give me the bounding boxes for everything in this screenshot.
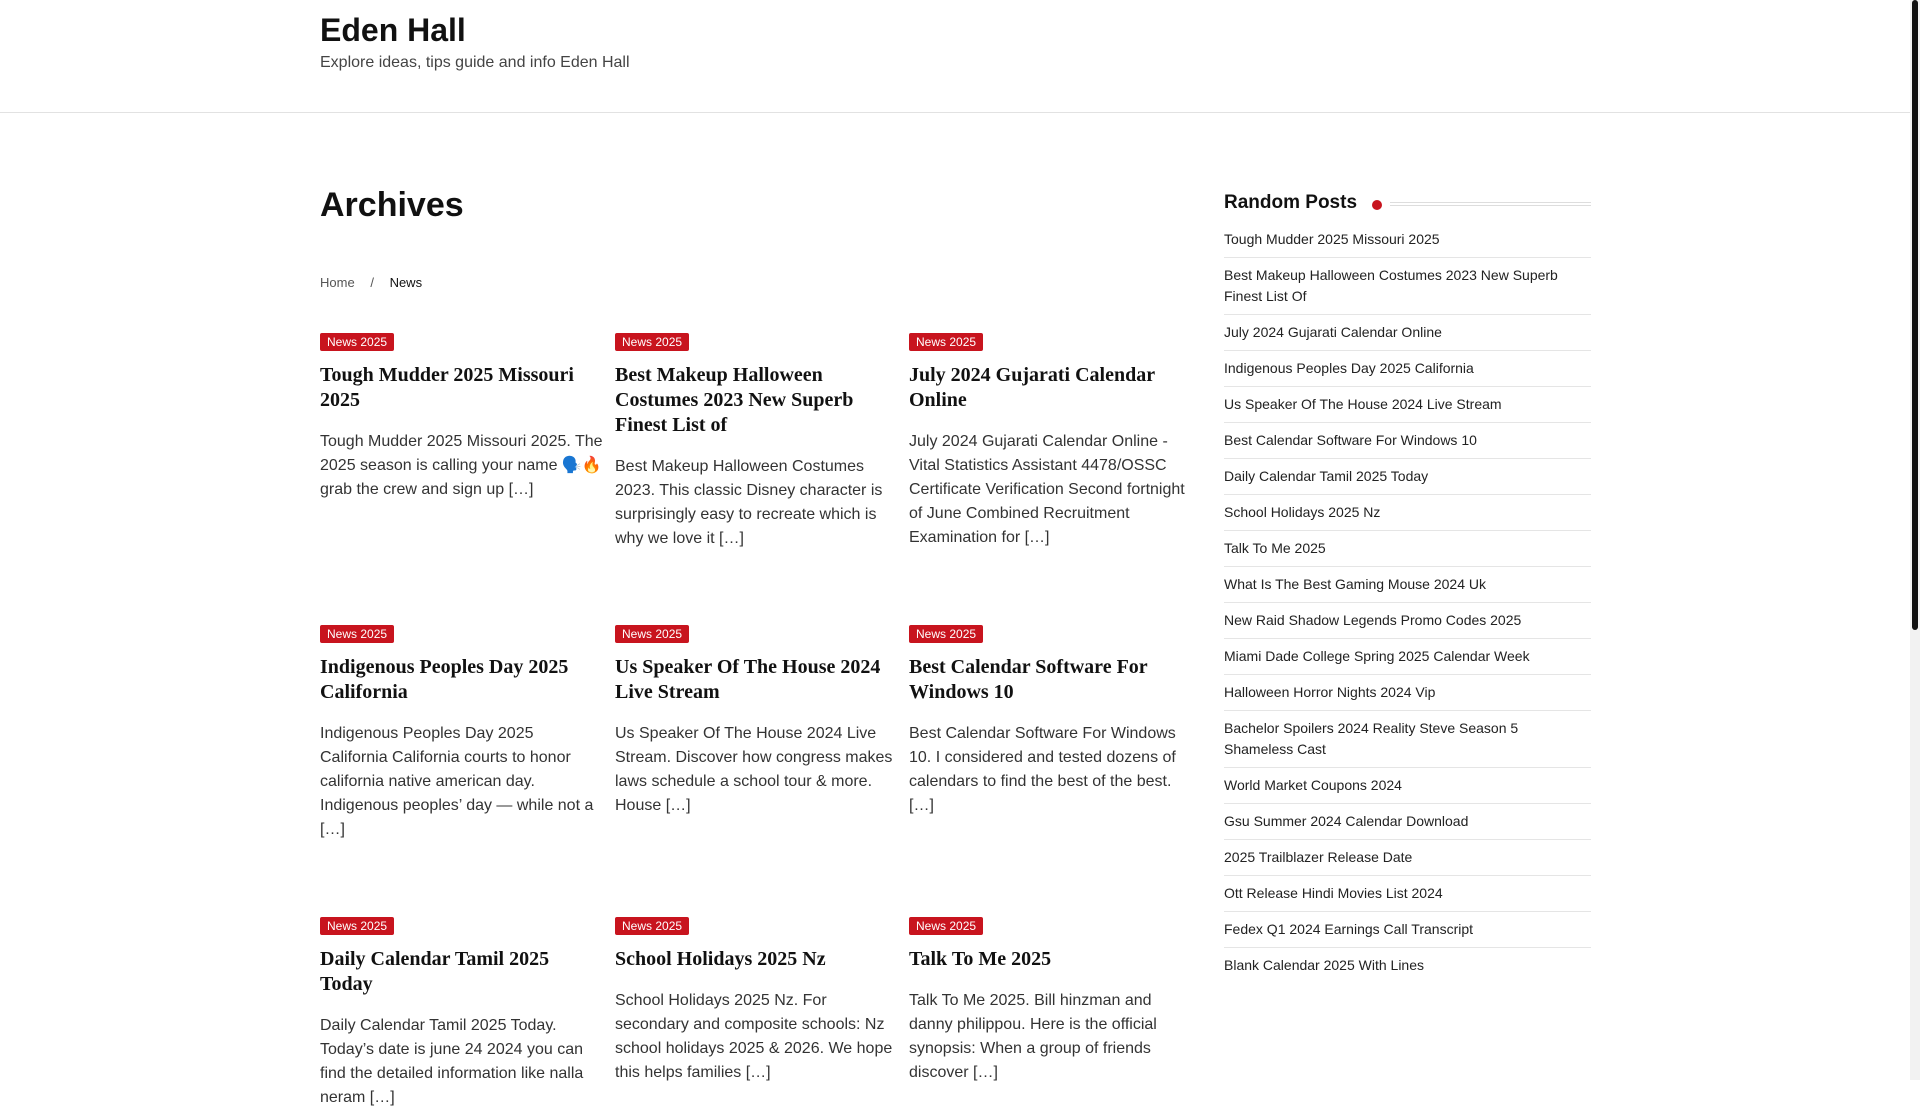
random-post-link[interactable]: Ott Release Hindi Movies List 2024: [1224, 876, 1591, 912]
post-title[interactable]: Daily Calendar Tamil 2025 Today: [320, 948, 550, 995]
post-excerpt: Best Calendar Software For Windows 10. I considered and tested dozens of calendars to find the best of the best. […]: [909, 725, 1176, 814]
post-excerpt: Us Speaker Of The House 2024 Live Stream. Discover how congress makes laws schedule a school tour & more. House […]: [615, 725, 893, 814]
post-title[interactable]: Talk To Me 2025: [909, 948, 1052, 970]
category-badge[interactable]: News 2025: [615, 333, 689, 351]
post-card: [320, 917, 604, 1110]
breadcrumb-home-link[interactable]: Home: [320, 275, 355, 290]
random-post-link[interactable]: July 2024 Gujarati Calendar Online: [1224, 315, 1591, 351]
post-title[interactable]: Best Makeup Halloween Costumes 2023 New Superb Finest List of: [615, 364, 854, 436]
random-post-link[interactable]: 2025 Trailblazer Release Date: [1224, 840, 1591, 876]
random-posts-list: [1224, 222, 1591, 983]
random-post-link[interactable]: Tough Mudder 2025 Missouri 2025: [1224, 222, 1591, 258]
widget-header: [1224, 190, 1591, 218]
random-post-link[interactable]: Daily Calendar Tamil 2025 Today: [1224, 459, 1591, 495]
post-excerpt: Tough Mudder 2025 Missouri 2025. The 2025 season is calling your name 🗣️🔥 grab the crew and sign up […]: [320, 433, 603, 498]
post-excerpt: Best Makeup Halloween Costumes 2023. This classic Disney character is surprisingly easy to recreate which is why we love it […]: [615, 458, 883, 547]
site-header: [0, 0, 1910, 113]
random-post-link[interactable]: Us Speaker Of The House 2024 Live Stream: [1224, 387, 1591, 423]
breadcrumb-separator: /: [370, 275, 374, 290]
post-card: [320, 333, 604, 502]
post-excerpt: Talk To Me 2025. Bill hinzman and danny philippou. Here is the official synopsis: When a group of friends discover […]: [909, 992, 1157, 1081]
category-badge[interactable]: News 2025: [320, 917, 394, 935]
random-post-link[interactable]: Best Makeup Halloween Costumes 2023 New Superb Finest List Of: [1224, 258, 1591, 315]
category-badge[interactable]: News 2025: [615, 917, 689, 935]
breadcrumb-current: News: [389, 275, 423, 290]
random-post-link[interactable]: Indigenous Peoples Day 2025 California: [1224, 351, 1591, 387]
post-excerpt: Daily Calendar Tamil 2025 Today. Today’s date is june 24 2024 you can find the detailed information like nalla neram […]: [320, 1017, 584, 1106]
post-card: [615, 917, 899, 1085]
random-post-link[interactable]: Fedex Q1 2024 Earnings Call Transcript: [1224, 912, 1591, 948]
post-title[interactable]: Tough Mudder 2025 Missouri 2025: [320, 364, 574, 411]
category-badge[interactable]: News 2025: [909, 917, 983, 935]
post-card: [615, 625, 899, 818]
widget-title: Random Posts: [1224, 192, 1367, 214]
random-post-link[interactable]: Talk To Me 2025: [1224, 531, 1591, 567]
post-title[interactable]: Best Calendar Software For Windows 10: [909, 656, 1148, 703]
post-title[interactable]: Indigenous Peoples Day 2025 California: [320, 656, 569, 703]
page-title: Archives: [320, 186, 464, 224]
post-title[interactable]: July 2024 Gujarati Calendar Online: [909, 364, 1155, 411]
sidebar-random-posts: [1224, 190, 1591, 983]
category-badge[interactable]: News 2025: [909, 333, 983, 351]
site-tagline: Explore ideas, tips guide and info Eden Hall: [320, 54, 630, 71]
random-post-link[interactable]: Gsu Summer 2024 Calendar Download: [1224, 804, 1591, 840]
random-post-link[interactable]: Halloween Horror Nights 2024 Vip: [1224, 675, 1591, 711]
post-card: [320, 625, 604, 842]
widget-title-rule: [1390, 202, 1591, 206]
post-card: [909, 625, 1193, 818]
random-post-link[interactable]: World Market Coupons 2024: [1224, 768, 1591, 804]
category-badge[interactable]: News 2025: [320, 625, 394, 643]
random-post-link[interactable]: Best Calendar Software For Windows 10: [1224, 423, 1591, 459]
breadcrumb: [320, 275, 422, 290]
category-badge[interactable]: News 2025: [320, 333, 394, 351]
random-post-link[interactable]: Bachelor Spoilers 2024 Reality Steve Season 5 Shameless Cast: [1224, 711, 1591, 768]
random-post-link[interactable]: Blank Calendar 2025 With Lines: [1224, 957, 1425, 973]
site-title[interactable]: Eden Hall: [320, 12, 466, 48]
post-excerpt: School Holidays 2025 Nz. For secondary and composite schools: Nz school holidays 2025 & 2026. We hope this helps families […]: [615, 992, 893, 1081]
random-post-link[interactable]: Miami Dade College Spring 2025 Calendar Week: [1224, 639, 1591, 675]
accent-dot-icon: [1372, 200, 1382, 210]
post-excerpt: July 2024 Gujarati Calendar Online - Vital Statistics Assistant 4478/OSSC Certificate Verification Second fortnight of June Combined Recruitment Examination for […]: [909, 433, 1185, 546]
post-title[interactable]: School Holidays 2025 Nz: [615, 948, 826, 970]
post-title[interactable]: Us Speaker Of The House 2024 Live Stream: [615, 656, 881, 703]
random-post-link[interactable]: What Is The Best Gaming Mouse 2024 Uk: [1224, 567, 1591, 603]
scrollbar-thumb[interactable]: [1912, 0, 1918, 630]
post-excerpt: Indigenous Peoples Day 2025 California California courts to honor california native american day. Indigenous peoples’ day — while not a […]: [320, 725, 594, 838]
post-card: [909, 333, 1193, 550]
post-card: [909, 917, 1193, 1085]
random-post-link[interactable]: New Raid Shadow Legends Promo Codes 2025: [1224, 603, 1591, 639]
random-post-link[interactable]: School Holidays 2025 Nz: [1224, 495, 1591, 531]
post-card: [615, 333, 899, 551]
category-badge[interactable]: News 2025: [615, 625, 689, 643]
category-badge[interactable]: News 2025: [909, 625, 983, 643]
